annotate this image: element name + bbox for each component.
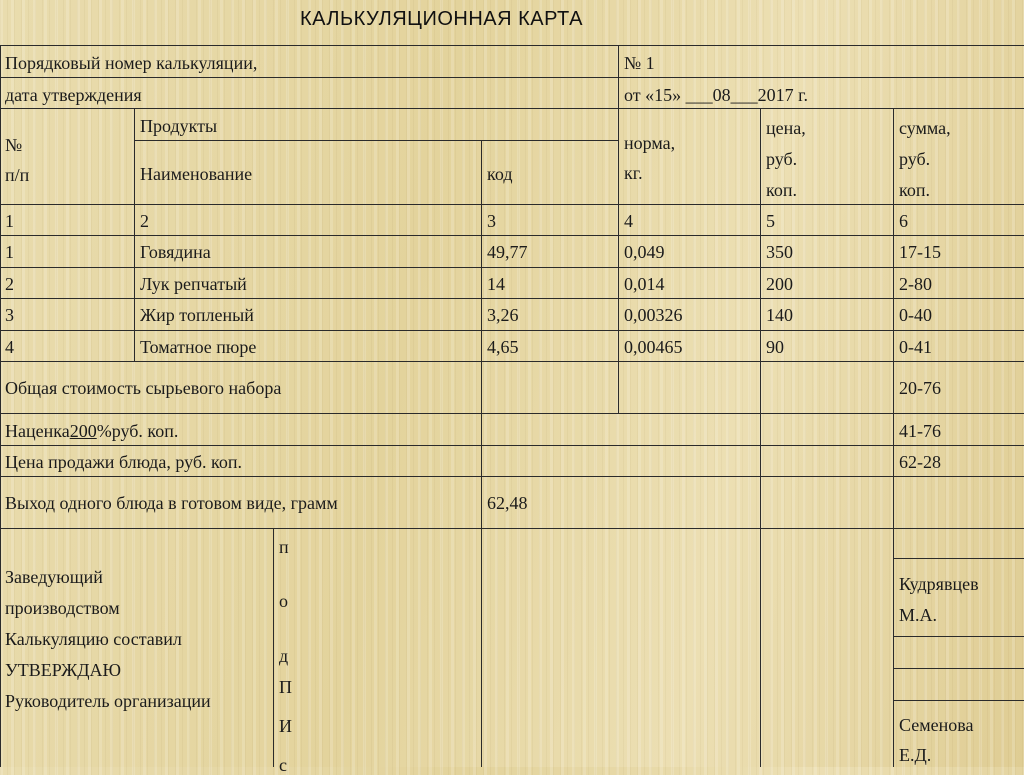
serial-value: № 1 (624, 53, 655, 73)
row-norm: 0,049 (624, 242, 665, 262)
signature-letter: П (279, 677, 292, 697)
yield-value: 62,48 (487, 493, 528, 513)
row-sum: 17-15 (899, 242, 941, 262)
row-sum: 0-40 (899, 305, 932, 325)
row-price: 200 (766, 274, 793, 294)
column-number: 3 (487, 211, 496, 231)
date-value: от «15» ___08___2017 г. (624, 85, 808, 105)
signatory-name: Е.Д. (899, 745, 932, 765)
row-code: 14 (487, 274, 505, 294)
header-price: коп. (766, 180, 797, 200)
signature-letter: с (279, 755, 287, 775)
markup-label (5, 421, 178, 441)
compiled-label: Калькуляцию составил (5, 629, 182, 649)
header-norm: норма, (624, 133, 676, 153)
signatory-name: Кудрявцев (899, 574, 979, 594)
signatory-name: М.А. (899, 605, 938, 625)
signatory-name: Семенова (899, 715, 974, 735)
header-sum: руб. (899, 149, 931, 169)
row-name: Жир топленый (140, 305, 254, 325)
markup-sum: 41-76 (899, 421, 941, 441)
signature-letter: о (279, 591, 288, 611)
column-number: 2 (140, 211, 149, 231)
row-norm: 0,014 (624, 274, 665, 294)
signature-letter: д (279, 646, 289, 666)
markup-suffix: %руб. коп. (96, 421, 179, 441)
row-num: 2 (5, 274, 14, 294)
column-number: 1 (5, 211, 14, 231)
header-name: Наименование (140, 164, 253, 184)
column-number: 5 (766, 211, 775, 231)
header-products: Продукты (140, 116, 218, 136)
row-price: 350 (766, 242, 793, 262)
header-num: № (5, 135, 23, 155)
row-name: Говядина (140, 242, 211, 262)
header-price: руб. (766, 149, 798, 169)
row-code: 4,65 (487, 337, 519, 357)
raw-cost-label: Общая стоимость сырьевого набора (5, 378, 282, 398)
row-norm: 0,00465 (624, 337, 683, 357)
row-norm: 0,00326 (624, 305, 683, 325)
header-num: п/п (5, 165, 30, 185)
row-num: 3 (5, 305, 14, 325)
row-price: 140 (766, 305, 793, 325)
row-sum: 0-41 (899, 337, 932, 357)
head-title: Заведующий (5, 567, 103, 587)
date-label: дата утверждения (5, 85, 142, 105)
row-code: 3,26 (487, 305, 519, 325)
signature-letter: И (279, 716, 292, 736)
markup-prefix: Наценка (5, 421, 70, 441)
signature-letter: п (279, 537, 289, 557)
header-code: код (487, 164, 513, 184)
header-sum: сумма, (899, 118, 951, 138)
column-number: 6 (899, 211, 908, 231)
markup-value: 200 (69, 421, 97, 441)
header-norm: кг. (624, 163, 643, 183)
column-number: 4 (624, 211, 633, 231)
row-num: 1 (5, 242, 14, 262)
row-code: 49,77 (487, 242, 528, 262)
header-sum: коп. (899, 180, 930, 200)
row-name: Томатное пюре (140, 337, 257, 357)
sale-price-sum: 62-28 (899, 452, 941, 472)
row-sum: 2-80 (899, 274, 932, 294)
head-title: производством (5, 598, 120, 618)
approve-label: УТВЕРЖДАЮ (5, 660, 122, 680)
serial-label: Порядковый номер калькуляции, (5, 53, 258, 73)
raw-cost-sum: 20-76 (899, 378, 941, 398)
row-name: Лук репчатый (140, 274, 247, 294)
yield-label: Выход одного блюда в готовом виде, грамм (5, 493, 338, 513)
row-price: 90 (766, 337, 784, 357)
row-num: 4 (5, 337, 14, 357)
director-label: Руководитель организации (5, 691, 211, 711)
document-title: КАЛЬКУЛЯЦИОННАЯ КАРТА (300, 8, 583, 30)
header-price: цена, (766, 118, 806, 138)
sale-price-label: Цена продажи блюда, руб. коп. (5, 452, 242, 472)
